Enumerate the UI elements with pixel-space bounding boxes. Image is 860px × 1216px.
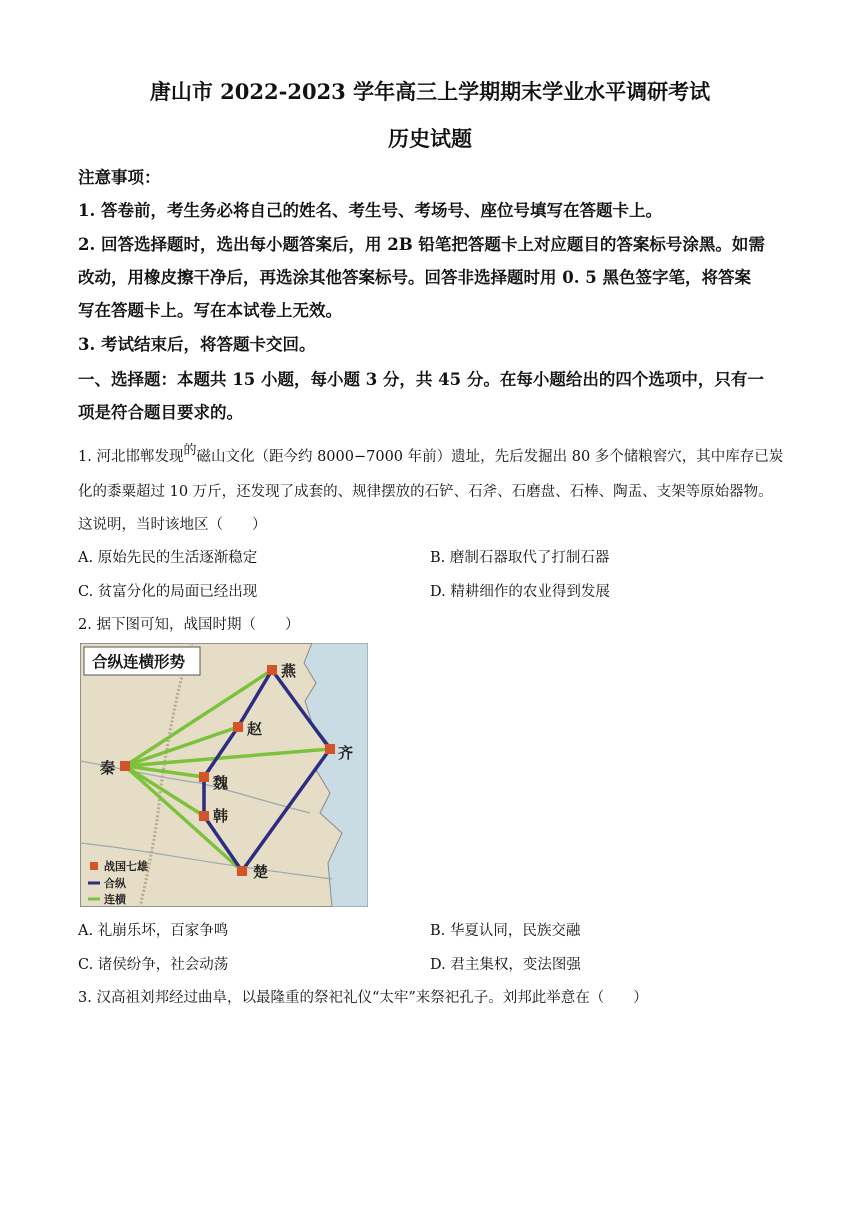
notice-line: 写在答题卡上。写在本试卷上无效。 (78, 301, 342, 320)
notice-heading: 注意事项： (78, 168, 161, 187)
legend-lianheng-label: 连横 (104, 893, 126, 906)
state-marker-wei (199, 772, 209, 782)
q1-option-a: A. 原始先民的生活逐渐稳定 (78, 550, 258, 566)
state-label-qin: 秦 (100, 759, 116, 777)
q2-option-b: B. 华夏认同，民族交融 (430, 923, 581, 939)
notice-line: 2. 回答选择题时，选出每小题答案后，用 2B 铅笔把答题卡上对应题目的答案标号涂黑。如需 (78, 235, 765, 254)
q2-option-a: A. 礼崩乐坏，百家争鸣 (78, 923, 229, 939)
legend-state-label: 战国七雄 (104, 860, 148, 873)
question-3-stem: 3. 汉高祖刘邦经过曲阜，以最隆重的祭祀礼仪“太牢”来祭祀孔子。刘邦此举意在（ ） (78, 990, 648, 1006)
exam-title: 唐山市 2022-2023 学年高三上学期期末学业水平调研考试 (149, 79, 711, 104)
q1-text-b: 的 (183, 443, 197, 458)
state-label-yan: 燕 (281, 662, 297, 680)
q2-option-d: D. 君主集权，变法图强 (430, 957, 581, 973)
state-label-chu: 楚 (253, 863, 269, 881)
exam-subtitle: 历史试题 (388, 126, 472, 151)
legend-hezong-label: 合纵 (104, 877, 126, 890)
state-label-zhao: 赵 (247, 720, 263, 738)
q2-option-c: C. 诸侯纷争，社会动荡 (78, 957, 229, 973)
state-marker-yan (267, 665, 277, 675)
state-marker-qi (325, 744, 335, 754)
notice-line: 1. 答卷前，考生务必将自己的姓名、考生号、考场号、座位号填写在答题卡上。 (78, 201, 662, 220)
state-label-han: 韩 (213, 807, 229, 825)
state-marker-han (199, 811, 209, 821)
q1-option-c: C. 贫富分化的局面已经出现 (78, 584, 258, 600)
question-1-line: 这说明，当时该地区（ ） (78, 517, 267, 533)
q1-option-d: D. 精耕细作的农业得到发展 (430, 584, 610, 600)
state-marker-zhao (233, 722, 243, 732)
notice-line: 3. 考试结束后，将答题卡交回。 (78, 335, 316, 354)
q1-option-b: B. 磨制石器取代了打制石器 (430, 550, 610, 566)
q1-text-a: 1. 河北邯郸发现 (78, 449, 184, 465)
state-marker-chu (237, 866, 247, 876)
state-marker-qin (120, 761, 130, 771)
question-2-stem: 2. 据下图可知，战国时期（ ） (78, 617, 300, 633)
question-1-line (78, 445, 783, 466)
legend-state-swatch (90, 862, 98, 870)
notice-line: 改动，用橡皮擦干净后，再选涂其他答案标号。回答非选择题时用 0. 5 黑色签字笔，将答案 (78, 268, 751, 287)
state-label-wei: 魏 (213, 774, 229, 792)
map-title: 合纵连横形势 (92, 653, 186, 671)
q1-text-c: 磁山文化（距今约 8000−7000 年前）遗址，先后发掘出 80 多个储粮窖穴，其中库存已炭 (196, 449, 784, 465)
question-1-line: 化的黍粟超过 10 万斤，还发现了成套的、规律摆放的石铲、石斧、石磨盘、石棒、陶盂、支架等原始器物。 (78, 484, 773, 500)
state-label-qi: 齐 (338, 744, 354, 762)
section-heading: 一、选择题：本题共 15 小题，每小题 3 分，共 45 分。在每小题给出的四个选项中，只有一 (78, 370, 764, 389)
hezong-lianheng-map (80, 643, 368, 907)
section-heading: 项是符合题目要求的。 (78, 403, 243, 422)
